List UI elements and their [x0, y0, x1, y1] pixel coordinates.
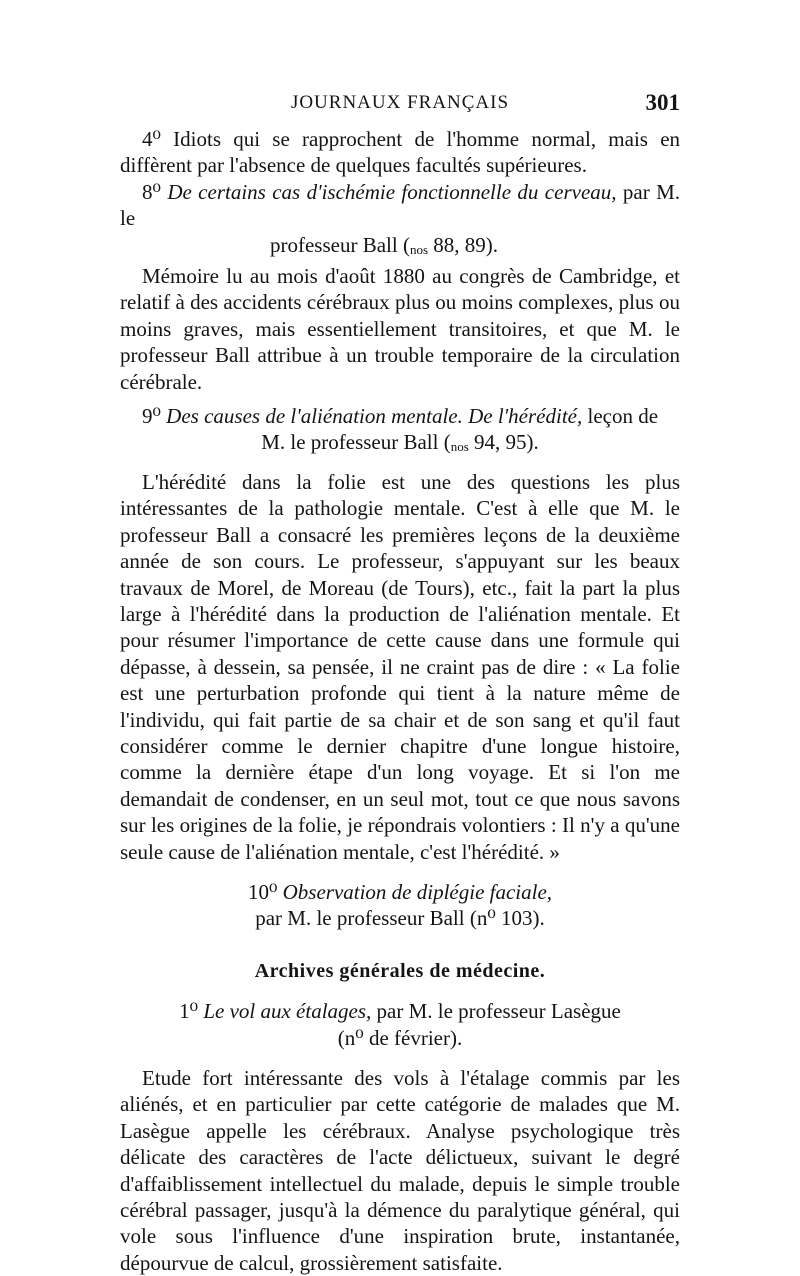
item-text: Idiots qui se rapprochent de l'homme normal, mais en diffèrent par l'absence de quelques facultés supérieures. [120, 127, 681, 178]
item-10-heading [120, 879, 680, 905]
item-title: Le vol aux étalages, [203, 999, 372, 1024]
page-header [120, 92, 680, 122]
item-author: par M. le professeur Lasègue [376, 999, 621, 1024]
running-title: JOURNAUX FRANÇAIS [290, 92, 510, 113]
item-title: Des causes de l'aliénation mentale. [166, 404, 463, 429]
item-issue: 88, 89). [428, 232, 499, 257]
issue-abbrev: nos [409, 241, 429, 257]
item-4 [120, 126, 680, 179]
item-number: 10⁰ [247, 879, 278, 904]
section-item-1-heading [120, 998, 680, 1024]
section-item-1-body: Etude fort intéressante des vols à l'étalage commis par les aliénés, et en particulier par cette catégorie de malades que M. Lasègue appelle les cérébraux. Analyse psychologique très délicate des caractères de l'acte délictueux, suivant le degré d'affaiblissement intellectuel du malade, depuis le simple trouble cérébral passager, jusqu'à la démence du paralytique général, qui vole sous l'influence d'une inspiration brute, instantanée, dépourvue de calcul, grossièrement satisfaite. [120, 1066, 680, 1275]
item-number: 8⁰ [142, 179, 161, 204]
item-subtitle: De l'hérédité, [468, 404, 583, 429]
item-number: 9⁰ [142, 404, 161, 429]
issue-abbrev: nos [450, 439, 469, 455]
item-8-author-line [120, 232, 680, 263]
item-title: De certains cas d'ischémie fonctionnelle du cerveau, [167, 179, 617, 204]
item-10-author: par M. le professeur Ball (n⁰ 103). [255, 906, 545, 931]
item-number: 1⁰ [179, 999, 199, 1024]
item-9-author-line [120, 429, 680, 460]
page-body [120, 126, 680, 1276]
item-issue: 94, 95). [468, 430, 539, 455]
item-9-heading [120, 403, 680, 429]
item-author-cont: professeur Ball ( [270, 232, 410, 257]
item-number: 4⁰ [142, 127, 161, 151]
item-author: par M. le [120, 179, 681, 231]
item-9-body: L'hérédité dans la folie est une des questions les plus intéressantes de la pathologie mentale. C'est à elle que M. le professeur Ball a consacré les premières leçons de la deuxième année de son cours. Le professeur, s'appuyant sur les beaux travaux de Morel, de Moreau (de Tours), etc., fait la part la plus large à l'hérédité dans la production de l'aliénation mentale. Et pour résumer l'importance de cette cause dans une formule qui dépasse, à dessein, sa pensée, il ne craint pas de dire : « La folie est une perturbation profonde qui tient à la nature même de l'individu, qui fait partie de sa chair et de son sang et qu'il faut considérer comme le dernier chapitre d'une longue histoire, comme la dernière étape d'un long voyage. Et si l'on me demandait de condenser, en un seul mot, tout ce que nous savons sur les origines de la folie, je répondrais volontiers : Il n'y a qu'une seule cause de l'aliénation mentale, c'est l'hérédité. » [120, 469, 680, 864]
page-number: 301 [645, 90, 680, 115]
item-lecture: leçon de [587, 404, 659, 429]
section-item-1-issue: (n⁰ de février). [337, 1025, 463, 1050]
item-author: M. le professeur Ball ( [261, 430, 451, 455]
item-8-body: Mémoire lu au mois d'août 1880 au congrès de Cambridge, et relatif à des accidents cérébraux plus ou moins complexes, plus ou moins graves, mais essentiellement transitoires, et que M. le professeur Ball attribue à un trouble temporaire de la circulation cérébrale. [120, 264, 680, 394]
section-heading: Archives générales de médecine. [254, 959, 546, 982]
item-8-heading [120, 179, 680, 232]
item-title: Observation de diplégie faciale, [282, 879, 553, 904]
